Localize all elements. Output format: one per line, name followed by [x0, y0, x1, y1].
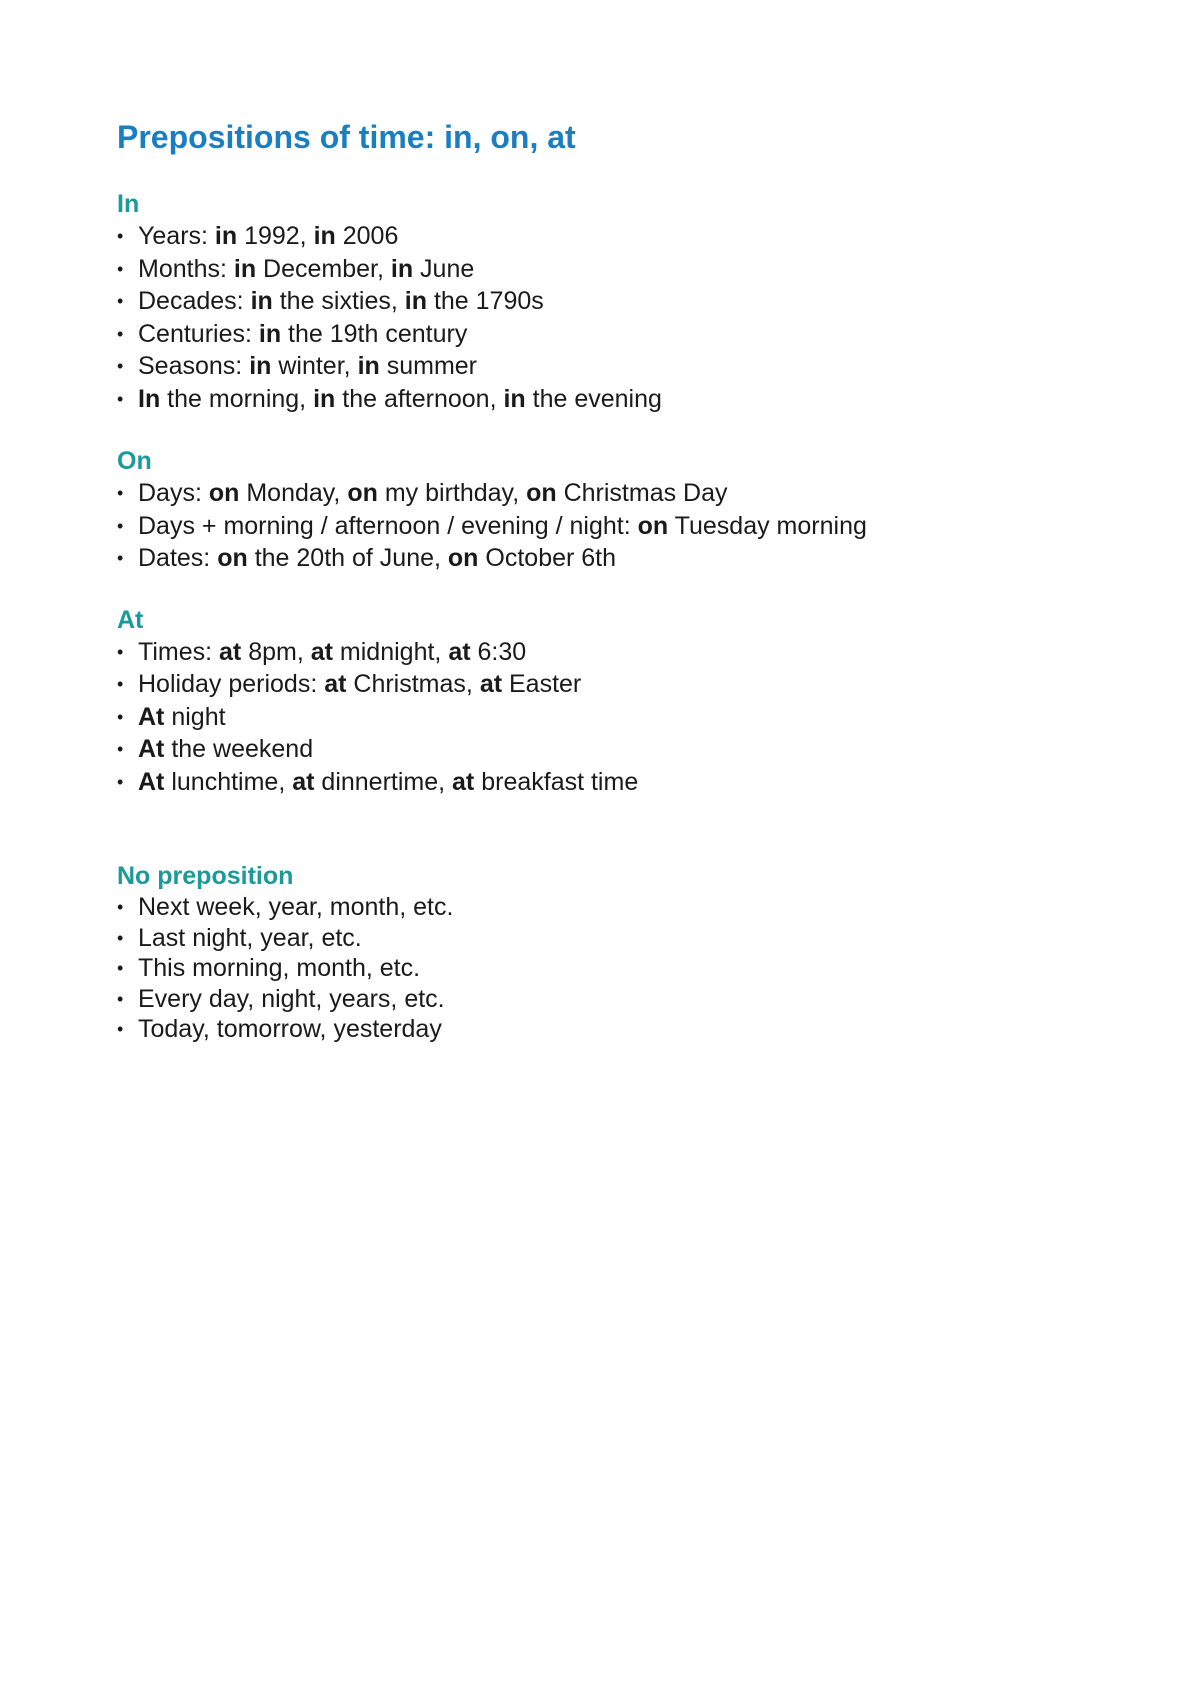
list-item-text: Every day, night, years, etc.: [138, 984, 445, 1013]
list-item-text: This morning, month, etc.: [138, 954, 421, 983]
preposition-keyword: in: [258, 319, 282, 348]
bullet-icon: •: [117, 927, 124, 948]
preposition-keyword: on: [526, 479, 557, 508]
section-heading-in: In: [117, 190, 140, 219]
list-item-text: Monday,: [239, 479, 348, 508]
list-item-text: Times:: [138, 637, 220, 666]
list-item-text: dinnertime,: [314, 767, 453, 796]
bullet-icon: •: [117, 515, 124, 536]
preposition-keyword: in: [249, 352, 272, 381]
list-item-text: the morning,: [160, 384, 314, 413]
section-heading-no-preposition: No preposition: [117, 862, 294, 891]
bullet-icon: •: [117, 548, 124, 569]
list-item-text: Holiday periods:: [138, 670, 325, 699]
list-item-text: Days:: [138, 479, 209, 508]
preposition-keyword: At: [138, 767, 165, 796]
bullet-icon: •: [117, 388, 124, 409]
list-item-text: Christmas Day: [556, 479, 728, 508]
list-item-text: Today, tomorrow, yesterday: [138, 1015, 442, 1044]
list-item-text: the 1790s: [427, 287, 544, 316]
list-item-text: the sixties,: [272, 287, 405, 316]
list-item: [117, 923, 1117, 954]
bullet-icon: •: [117, 1019, 124, 1040]
list-item-text: 8pm,: [241, 637, 311, 666]
list-item-text: winter,: [271, 352, 358, 381]
bullet-icon: •: [117, 674, 124, 695]
bullet-icon: •: [117, 323, 124, 344]
list-item-text: Christmas,: [346, 670, 480, 699]
list-item-text: Tuesday morning: [668, 511, 867, 540]
bullet-icon: •: [117, 483, 124, 504]
bullet-icon: •: [117, 291, 124, 312]
preposition-keyword: in: [233, 254, 257, 283]
preposition-keyword: at: [448, 637, 471, 666]
list-item: [117, 766, 1117, 799]
bullet-icon: •: [117, 739, 124, 760]
bullet-icon: •: [117, 988, 124, 1009]
list-item-text: night: [164, 702, 226, 731]
preposition-keyword: in: [313, 384, 336, 413]
list-item: [117, 892, 1117, 923]
list-item-text: October 6th: [478, 544, 617, 573]
list-item-text: Decades:: [138, 287, 251, 316]
list-item: [117, 1014, 1117, 1045]
list-item: [117, 636, 1117, 669]
list-item-text: Days + morning / afternoon / evening / night:: [138, 511, 638, 540]
section-heading-at: At: [117, 605, 144, 634]
bullet-icon: •: [117, 641, 124, 662]
list-item-text: Next week, year, month, etc.: [138, 893, 454, 922]
list-item: [117, 984, 1117, 1015]
bullet-icon: •: [117, 771, 124, 792]
bullet-icon: •: [117, 356, 124, 377]
preposition-keyword: in: [250, 287, 273, 316]
bullet-icon: •: [117, 706, 124, 727]
list-item: [117, 220, 1117, 253]
list-item-text: summer: [379, 352, 478, 381]
preposition-keyword: at: [479, 670, 503, 699]
preposition-keyword: at: [324, 670, 347, 699]
preposition-keyword: at: [292, 767, 315, 796]
preposition-keyword: in: [404, 287, 427, 316]
preposition-keyword: in: [313, 222, 336, 251]
list-item-text: Dates:: [138, 544, 218, 573]
list-item-text: Last night, year, etc.: [138, 923, 362, 952]
list-item-text: the weekend: [164, 735, 314, 764]
document-page: [117, 118, 1117, 1045]
list-item: [117, 701, 1117, 734]
section-list-at: [117, 636, 1117, 799]
preposition-keyword: on: [447, 544, 479, 573]
section-list-in: [117, 220, 1117, 415]
bullet-icon: •: [117, 958, 124, 979]
list-item: [117, 285, 1117, 318]
preposition-keyword: on: [217, 544, 248, 573]
list-item-text: the 20th of June,: [247, 544, 448, 573]
list-item: [117, 318, 1117, 351]
list-item-text: Easter: [502, 670, 582, 699]
section-list-no-preposition: [117, 892, 1117, 1045]
list-item-text: 1992,: [237, 222, 314, 251]
preposition-keyword: at: [219, 637, 242, 666]
section-in: [117, 188, 1117, 415]
list-item: [117, 953, 1117, 984]
section-no-preposition: [117, 860, 1117, 1045]
list-item-text: Seasons:: [138, 352, 250, 381]
preposition-keyword: In: [138, 384, 161, 413]
list-item-text: 6:30: [470, 637, 527, 666]
list-item-text: Years:: [138, 222, 215, 251]
list-item: [117, 253, 1117, 286]
list-item: [117, 383, 1117, 416]
preposition-keyword: on: [347, 479, 378, 508]
list-item: [117, 477, 1117, 510]
list-item-text: midnight,: [332, 637, 449, 666]
section-on: [117, 445, 1117, 575]
list-item: [117, 510, 1117, 543]
list-item-text: lunchtime,: [164, 767, 293, 796]
list-item-text: December,: [256, 254, 391, 283]
preposition-keyword: in: [390, 254, 414, 283]
list-item: [117, 733, 1117, 766]
section-list-on: [117, 477, 1117, 575]
list-item-text: Centuries:: [138, 319, 259, 348]
list-item-text: 2006: [335, 222, 399, 251]
list-item-text: the 19th century: [281, 319, 468, 348]
preposition-keyword: on: [208, 479, 240, 508]
preposition-keyword: At: [138, 735, 165, 764]
list-item-text: Months:: [138, 254, 234, 283]
preposition-keyword: At: [138, 702, 165, 731]
list-item: [117, 668, 1117, 701]
section-heading-on: On: [117, 447, 152, 476]
preposition-keyword: in: [214, 222, 238, 251]
page-title: Prepositions of time: in, on, at: [117, 119, 576, 155]
bullet-icon: •: [117, 258, 124, 279]
bullet-icon: •: [117, 897, 124, 918]
list-item-text: my birthday,: [377, 479, 527, 508]
preposition-keyword: on: [637, 511, 669, 540]
list-item: [117, 350, 1117, 383]
preposition-keyword: in: [503, 384, 526, 413]
list-item-text: breakfast time: [474, 767, 639, 796]
section-at: [117, 604, 1117, 799]
list-item: [117, 542, 1117, 575]
list-item-text: June: [413, 254, 475, 283]
preposition-keyword: in: [357, 352, 380, 381]
list-item-text: the evening: [525, 384, 662, 413]
list-item-text: the afternoon,: [335, 384, 504, 413]
preposition-keyword: at: [452, 767, 475, 796]
preposition-keyword: at: [310, 637, 333, 666]
bullet-icon: •: [117, 226, 124, 247]
